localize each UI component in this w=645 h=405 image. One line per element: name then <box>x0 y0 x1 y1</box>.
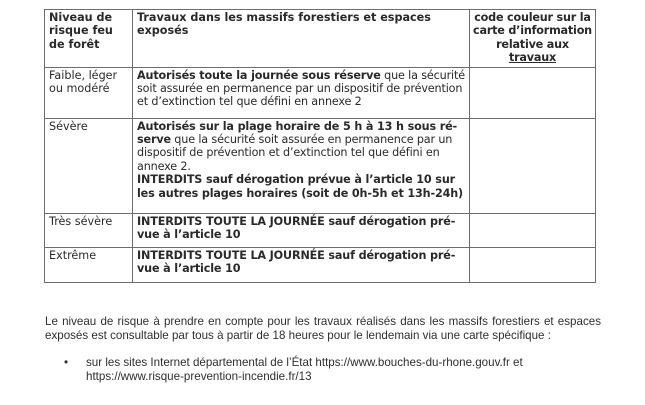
header-works: Travaux dans les massifs forestiers et espaces exposés <box>133 10 470 68</box>
works-description-cell <box>133 118 470 213</box>
fire-risk-table <box>44 9 596 283</box>
header-color-code-text: code couleur sur la carte d’information relative aux <box>473 11 592 51</box>
risk-level-cell: Sévère <box>45 118 133 213</box>
works-text: sauf dérogation prévue à l’article 10 <box>137 214 456 242</box>
works-bold-text: INTERDITS TOUTE LA JOURNÉE <box>137 214 325 228</box>
color-code-cell <box>470 213 596 247</box>
works-bold-text: Autorisés sur la plage horaire de 5 h à 13 h sous réserve <box>137 119 458 147</box>
info-paragraph: Le niveau de risque à prendre en compte pour les travaux réalisés dans les massifs forestiers et espaces exposés est consultable par tous à partir de 18 heures pour le lendemain via une carte spécifique : <box>45 315 601 342</box>
works-text: que la sécurité soit assurée en permanence par un dispositif de prévention et d’extinction tel que défini en annexe 2. <box>137 133 453 173</box>
color-code-cell <box>470 247 596 282</box>
color-code-cell <box>470 67 596 118</box>
list-item <box>64 356 604 383</box>
risk-level-cell: Extrême <box>45 247 133 282</box>
works-text: sauf dérogation prévue à l’article 10 <box>137 248 456 276</box>
table-row <box>45 118 596 213</box>
works-description-cell <box>133 213 470 247</box>
header-risk-level: Niveau de risque feu de forêt <box>45 10 133 68</box>
works-bold-text-2: INTERDITS sauf dérogation prévue à l’article 10 sur les autres plages horaires (soit de 0h-5h et 13h-24h) <box>137 173 464 200</box>
bullet-text: sur les sites Internet départemental de l’État https://www.bouches-du-rhone.gouv.fr et https://www.risque-prevention-incendie.fr/13 <box>86 356 523 383</box>
works-bold-text: INTERDITS TOUTE LA JOURNÉE <box>137 248 325 262</box>
risk-level-cell: Faible, léger ou modéré <box>45 67 133 118</box>
bullet-list <box>64 356 604 383</box>
header-color-code <box>470 10 596 68</box>
works-description-cell <box>133 67 470 118</box>
risk-level-cell: Très sévère <box>45 213 133 247</box>
table-row <box>45 247 596 282</box>
bullet-marker: • <box>64 356 69 369</box>
table-header-row <box>45 10 596 68</box>
table-row <box>45 213 596 247</box>
works-description-cell <box>133 247 470 282</box>
works-text: que la sécurité soit assurée en permanence par un dispositif de prévention et d’extinction tel que défini en annexe 2 <box>137 68 465 109</box>
table-row <box>45 67 596 118</box>
header-color-code-underlined: travaux <box>508 51 557 65</box>
works-bold-text: Autorisés toute la journée sous réserve <box>137 68 381 82</box>
color-code-cell <box>470 118 596 213</box>
